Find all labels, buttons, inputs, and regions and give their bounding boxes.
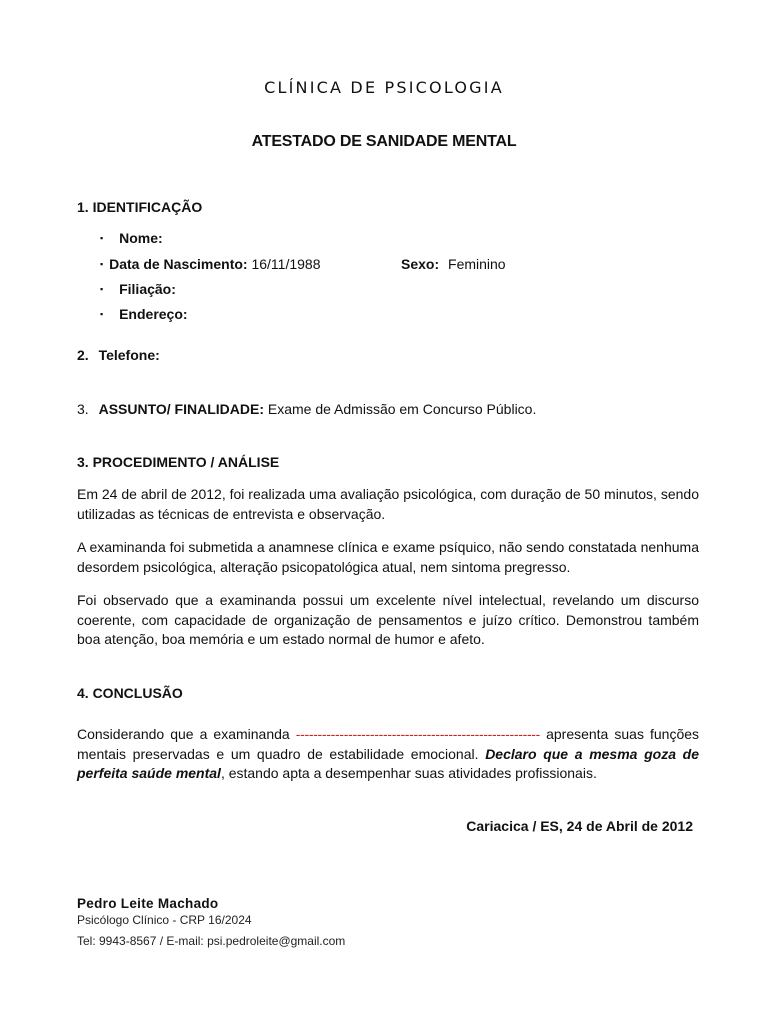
procedure-paragraph-3: Foi observado que a examinanda possui um excelente nível intelectual, revelando um discurso coerente, com capacidade de organização de pensamentos e juízo crítico. Demonstrou também boa atenção, boa memória e um estado normal de humor e afeto.	[77, 592, 699, 647]
conclusion-paragraph	[77, 725, 699, 784]
subject-label: ASSUNTO/ FINALIDADE:	[98, 401, 264, 417]
place-date: Cariacica / ES, 24 de Abril de 2012	[466, 818, 693, 834]
filiation-label: Filiação:	[119, 281, 176, 297]
bullet-icon: ▪	[100, 233, 104, 243]
bullet-icon: ▪	[100, 309, 104, 319]
identification-heading: 1. IDENTIFICAÇÃO	[77, 199, 203, 215]
examinee-name-placeholder: --------------------------------------------------------	[295, 726, 541, 742]
subject-row	[77, 401, 536, 417]
sex-value: Feminino	[448, 256, 506, 272]
birth-value: 16/11/1988	[251, 256, 321, 272]
conclusion-declaration: Declaro que a mesma goza de perfeita saúde mental	[77, 745, 700, 781]
conclusion-text-end: , estando apta a desempenhar suas atividades profissionais.	[220, 765, 597, 781]
subject-number: 3.	[77, 401, 89, 417]
signer-role: Psicólogo Clínico - CRP 16/2024	[77, 913, 252, 927]
birth-label: Data de Nascimento:	[109, 256, 248, 272]
conclusion-text-middle: apresenta suas funções mentais preservadas e um quadro de estabilidade emocional.	[77, 726, 700, 762]
document-title: ATESTADO DE SANIDADE MENTAL	[251, 133, 517, 150]
sex-row	[401, 256, 506, 272]
bullet-icon: ▪	[100, 284, 104, 294]
procedure-paragraph-1: Em 24 de abril de 2012, foi realizada uma avaliação psicológica, com duração de 50 minutos, sendo utilizadas as técnicas de entrevista e observação.	[77, 486, 699, 522]
signer-contact: Tel: 9943-8567 / E-mail: psi.pedroleite@gmail.com	[77, 934, 346, 948]
subject-value: Exame de Admissão em Concurso Público.	[267, 401, 537, 417]
birth-row	[100, 256, 321, 272]
bullet-icon: ▪	[100, 259, 104, 269]
address-label: Endereço:	[119, 306, 188, 322]
sex-label: Sexo:	[401, 256, 440, 272]
phone-row	[77, 347, 160, 363]
signer-name: Pedro Leite Machado	[77, 896, 219, 911]
procedure-paragraph-2: A examinanda foi submetida a anamnese clínica e exame psíquico, não sendo constatada nenhuma desordem psicológica, alteração psicopatológica atual, nem sintoma pregresso.	[77, 539, 699, 575]
clinic-name: CLÍNICA DE PSICOLOGIA	[264, 78, 504, 97]
name-row	[100, 230, 163, 246]
phone-label: Telefone:	[98, 347, 160, 363]
procedure-heading: 3. PROCEDIMENTO / ANÁLISE	[77, 454, 280, 470]
phone-number: 2.	[77, 347, 89, 363]
filiation-row	[100, 281, 176, 297]
name-label: Nome:	[119, 230, 163, 246]
conclusion-text-start: Considerando que a examinanda	[77, 726, 290, 742]
conclusion-heading: 4. CONCLUSÃO	[77, 685, 183, 701]
address-row	[100, 306, 188, 322]
